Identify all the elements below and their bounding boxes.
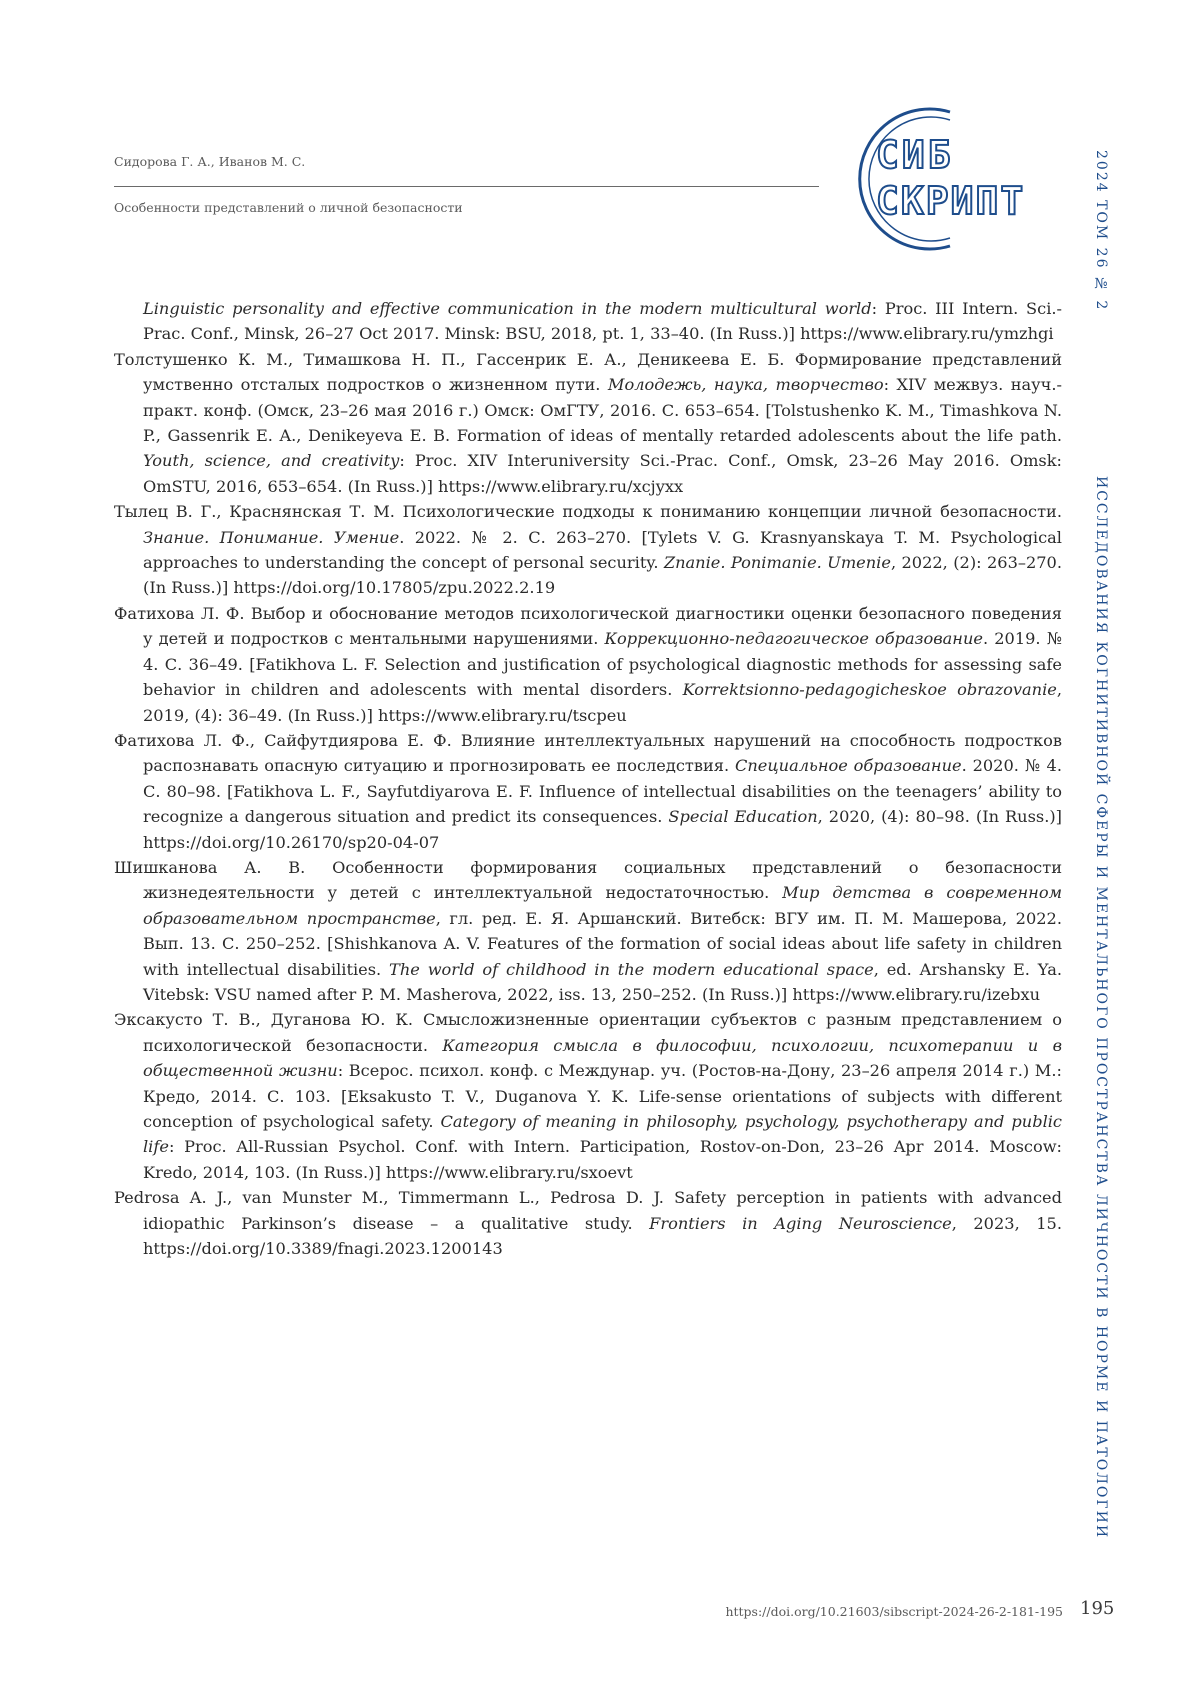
reference-item: Фатихова Л. Ф., Сайфутдиярова Е. Ф. Влияние интеллектуальных нарушений на способность подростков распознавать опасную ситуацию и прогнозировать ее последствия. Специальное образование. 2020. № 4. С. 80–98. [Fatikhova L. F., Sayfutdiyarova E. F. Influence of intellectual disabilities on the teenagers’ ability to recognize a dangerous situation and predict its consequences. Special Education, 2020, (4): 80–98. (In Russ.)] https://doi.org/10.26170/sp20-04-07: [114, 730, 1063, 852]
reference-item: Фатихова Л. Ф. Выбор и обоснование методов психологической диагностики оценки безопасного поведения у детей и подростков с ментальными нарушениями. Коррекционно-педагогическое образование. 2019. № 4. С. 36–49. [Fatikhova L. F. Selection and justification of psychological diagnostic methods for assessing safe behavior in children and adolescents with mental disorders. Korrektsionno-pedagogicheskoe obrazovanie, 2019, (4): 36–49. (In Russ.)] https://www.elibrary.ru/tscpeu: [114, 603, 1062, 725]
journal-logo: [832, 104, 1068, 254]
logo-line-2: СКРИПТ: [876, 179, 1026, 223]
reference-list: [114, 296, 1062, 1261]
footer-doi-link[interactable]: https://doi.org/10.21603/sibscript-2024-26-2-181-195: [725, 1604, 1063, 1619]
running-head-authors: Сидорова Г. А., Иванов М. С.: [114, 154, 306, 169]
reference-item: Шишканова А. В. Особенности формирования социальных представлений о безопасности жизнедеятельности у детей с интеллектуальной недостаточностью. Мир детства в современном образовательном пространстве, гл. ред. Е. Я. Аршанский. Витебск: ВГУ им. П. М. Машерова, 2022. Вып. 13. С. 250–252. [Shishkanova A. V. Features of the formation of social ideas about life safety in children with intellectual disabilities. The world of childhood in the modern educational space, ed. Arshansky E. Ya. Vitebsk: VSU named after P. M. Masherova, 2022, iss. 13, 250–252. (In Russ.)] https://www.elibrary.ru/izebxu: [114, 857, 1062, 1004]
reference-item: Pedrosa A. J., van Munster M., Timmermann L., Pedrosa D. J. Safety perception in patients with advanced idiopathic Parkinson’s disease – a qualitative study. Frontiers in Aging Neuroscience, 2023, 15. https://doi.org/10.3389/fnagi.2023.1200143: [114, 1188, 1062, 1259]
header-divider: [114, 186, 819, 187]
side-journal-issue: 2024 ТОМ 26 № 2: [1093, 150, 1109, 312]
reference-item: Linguistic personality and effective communication in the modern multicultural world: Proc. III Intern. Sci.-Prac. Conf., Minsk, 26–27 Oct 2017. Minsk: BSU, 2018, pt. 1, 33–40. (In Russ.)] https://www.elibrary.ru/ymzhgi: [143, 299, 1063, 344]
reference-item: Тылец В. Г., Краснянская Т. М. Психологические подходы к пониманию концепции личной безопасности. Знание. Понимание. Умение. 2022. № 2. С. 263–270. [Tylets V. G. Krasnyanskaya T. M. Psychological approaches to understanding the concept of personal security. Znanie. Ponimanie. Umenie, 2022, (2): 263–270. (In Russ.)] https://doi.org/10.17805/zpu.2022.2.19: [114, 502, 1063, 598]
page-number: 195: [1080, 1598, 1115, 1619]
running-head-title: Особенности представлений о личной безопасности: [114, 200, 463, 215]
logo-line-1: СИБ: [876, 133, 954, 177]
reference-item: Толстушенко К. М., Тимашкова Н. П., Гассенрик Е. А., Деникеева Е. Б. Формирование представлений умственно отсталых подростков о жизненном пути. Молодежь, наука, творчество: XIV межвуз. науч.-практ. конф. (Омск, 23–26 мая 2016 г.) Омск: ОмГТУ, 2016. С. 653–654. [Tolstushenko K. M., Timashkova N. P., Gassenrik E. A., Denikeyeva E. B. Formation of ideas of mentally retarded adolescents about the life path. Youth, science, and creativity: Proc. XIV Interuniversity Sci.-Prac. Conf., Omsk, 23–26 May 2016. Omsk: OmSTU, 2016, 653–654. (In Russ.)] https://www.elibrary.ru/xcjyxx: [114, 349, 1063, 496]
side-section-title: ИССЛЕДОВАНИЯ КОГНИТИВНОЙ СФЕРЫ И МЕНТАЛЬНОГО ПРОСТРАНСТВА ЛИЧНОСТИ В НОРМЕ И ПАТОЛОГИИ: [1093, 476, 1109, 1540]
reference-item: Эксакусто Т. В., Дуганова Ю. К. Смысложизненные ориентации субъектов с разным представлением о психологической безопасности. Категория смысла в философии, психологии, психотерапии и в общественной жизни: Всерос. психол. конф. с Междунар. уч. (Ростов-на-Дону, 23–26 апреля 2014 г.) М.: Кредо, 2014. С. 103. [Eksakusto T. V., Duganova Y. K. Life-sense orientations of subjects with different conception of psychological safety. Category of meaning in philosophy, psychology, psychotherapy and public life: Proc. All-Russian Psychol. Conf. with Intern. Participation, Rostov-on-Don, 23–26 Apr 2014. Moscow: Kredo, 2014, 103. (In Russ.)] https://www.elibrary.ru/sxoevt: [114, 1010, 1062, 1182]
